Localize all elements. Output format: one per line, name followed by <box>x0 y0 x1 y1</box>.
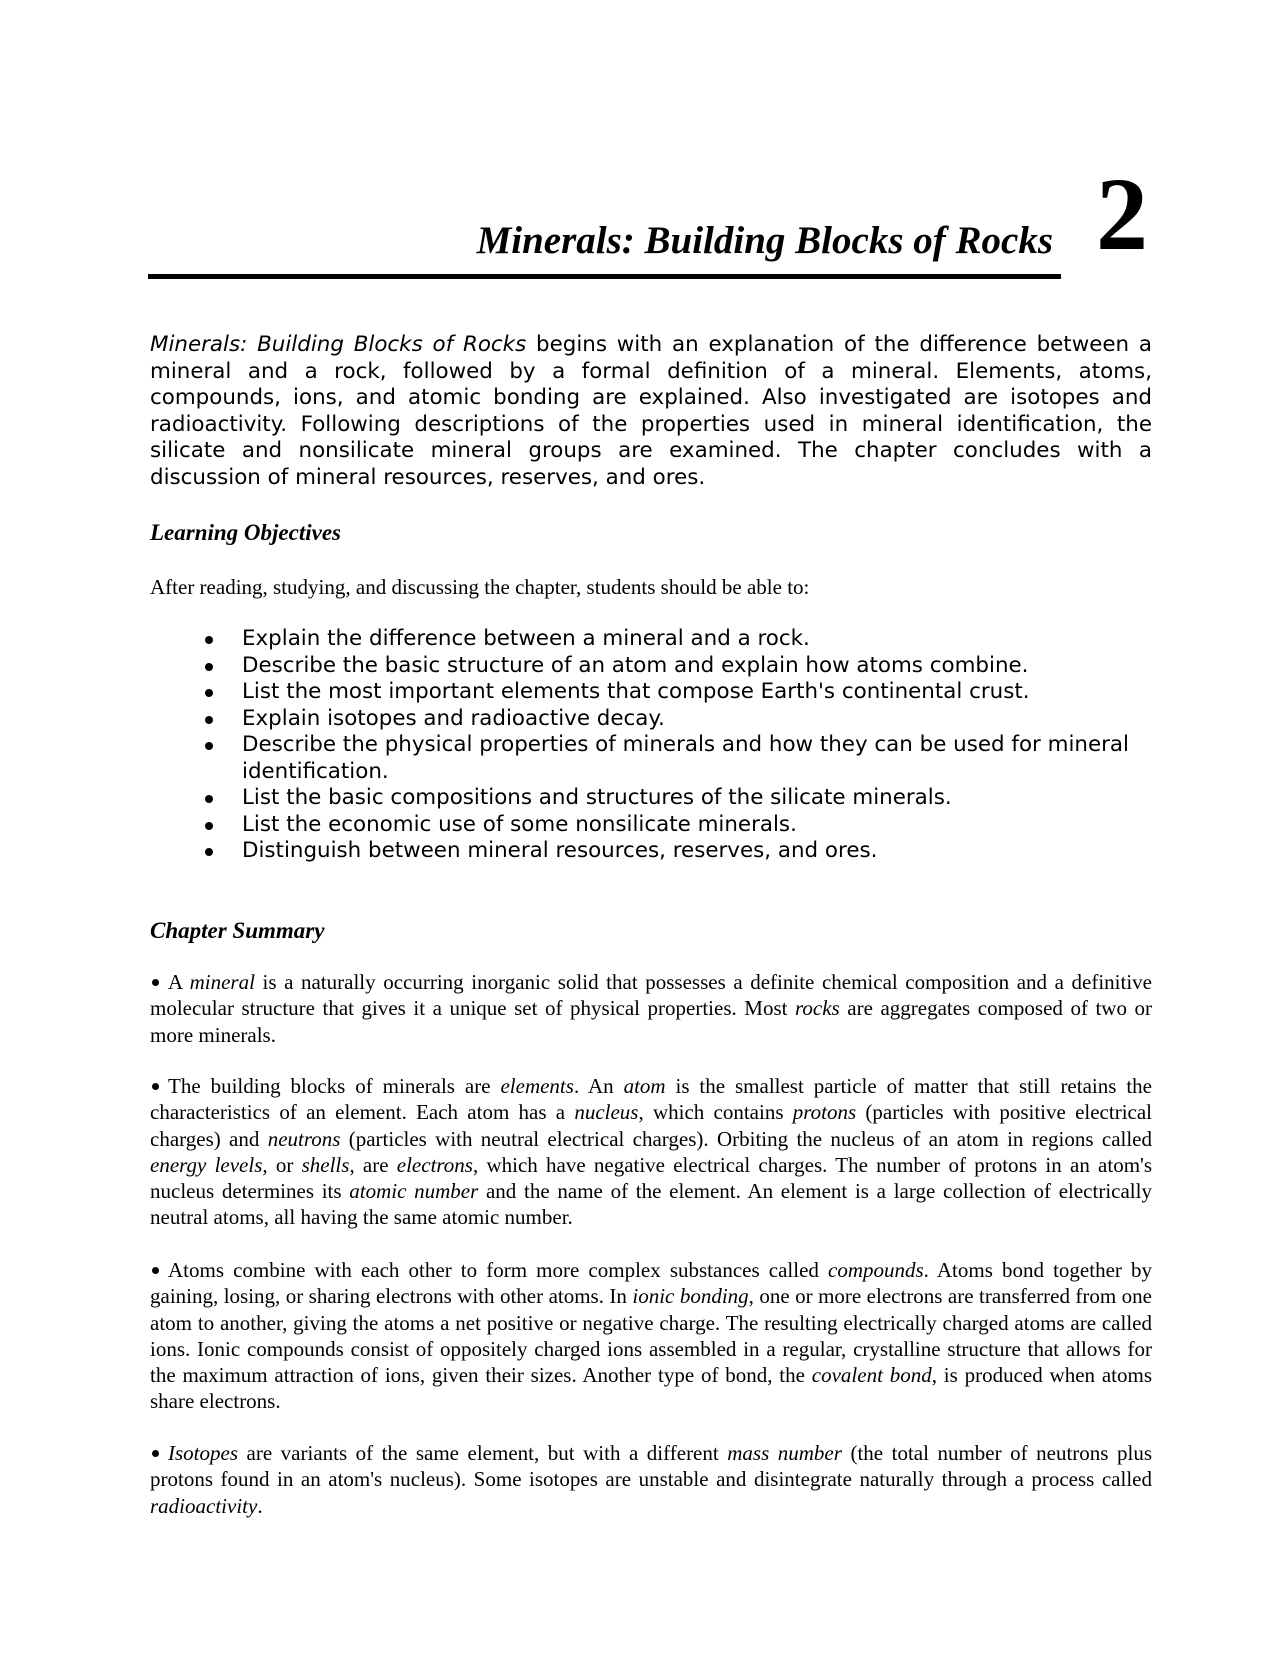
summary-text: are aggregates composed of two or more minerals. <box>150 996 1152 1047</box>
summary-text: A <box>168 970 190 994</box>
chapter-header <box>148 157 1148 290</box>
summary-text: . <box>257 1493 263 1518</box>
emphasized-term: ionic bonding <box>632 1284 749 1309</box>
summary-text: , one or more electrons are transferred from one atom to another, giving the atoms a net positive or negative charge. The resulting electrically charged atoms are called ions. Ionic compounds consist of oppositely charged ions assembled in a regular, crystalline structure that allows for the maximum attraction of ions, given their sizes. Another type of bond, the <box>150 1284 1152 1388</box>
summary-text: and the name of the element. An element is a large collection of electrically neutral atoms, all having the same atomic number. <box>150 1179 1152 1230</box>
summary-text: (the total number of neutrons plus protons found in an atom's nucleus). Some isotopes are unstable and disintegrate naturally through a process called <box>150 1441 1152 1492</box>
objective-item <box>150 812 1152 839</box>
bullet-icon <box>152 1083 159 1090</box>
emphasized-term: compounds <box>828 1258 924 1282</box>
summary-text: . An <box>573 1074 624 1098</box>
summary-text: The building blocks of minerals are <box>168 1074 501 1098</box>
bullet-icon <box>205 822 213 830</box>
emphasized-term: elements <box>500 1074 574 1098</box>
bullet-icon <box>152 979 159 986</box>
learning-objectives-heading: Learning Objectives <box>150 520 341 545</box>
emphasized-term: atomic number <box>349 1179 479 1204</box>
chapter-title-rule <box>148 274 1061 279</box>
objective-text: List the basic compositions and structures of the silicate minerals. <box>242 785 952 810</box>
summary-paragraph <box>150 969 1152 1048</box>
objective-text: List the most important elements that compose Earth's continental crust. <box>242 679 1030 704</box>
emphasized-term: radioactivity <box>150 1493 258 1518</box>
summary-text: is the smallest particle of matter that still retains the characteristics of an element. Each atom has a <box>150 1074 1152 1125</box>
bullet-icon <box>205 663 213 671</box>
emphasized-term: mineral <box>189 970 255 994</box>
objective-item <box>150 626 1152 653</box>
summary-text: , which contains <box>638 1100 793 1125</box>
bullet-icon <box>205 689 213 697</box>
chapter-title: Minerals: Building Blocks of Rocks <box>476 219 1053 262</box>
summary-paragraph <box>150 1073 1152 1231</box>
emphasized-term: shells <box>301 1152 350 1177</box>
summary-text: (particles with neutral electrical charges). Orbiting the nucleus of an atom in regions called <box>340 1126 1153 1151</box>
bullet-icon <box>152 1267 159 1274</box>
objective-item <box>150 653 1152 680</box>
bullet-icon <box>152 1450 159 1457</box>
learning-objectives-list <box>150 626 1152 865</box>
summary-text: , or <box>262 1152 302 1177</box>
emphasized-term: protons <box>792 1100 857 1125</box>
intro-title-reference: Minerals: Building Blocks of Rocks <box>150 332 527 357</box>
objective-text: Explain the difference between a mineral and a rock. <box>242 626 810 651</box>
objective-item <box>150 679 1152 706</box>
bullet-icon <box>205 848 213 856</box>
objective-text: Explain isotopes and radioactive decay. <box>242 705 665 731</box>
bullet-icon <box>205 636 213 644</box>
chapter-number: 2 <box>1096 157 1148 272</box>
bullet-icon <box>205 795 213 803</box>
bullet-icon <box>205 716 213 724</box>
emphasized-term: rocks <box>795 996 840 1021</box>
objective-item <box>150 785 1152 812</box>
objective-text: Describe the physical properties of minerals and how they can be used for mineral identification. <box>242 732 1129 784</box>
chapter-intro-paragraph <box>150 332 1152 492</box>
chapter-summary-heading: Chapter Summary <box>150 918 325 943</box>
emphasized-term: electrons <box>396 1152 473 1177</box>
emphasized-term: covalent bond <box>811 1363 932 1388</box>
summary-text: , which have negative electrical charges. The number of protons in an atom's nucleus determines its <box>150 1152 1152 1204</box>
objective-item <box>150 706 1152 733</box>
learning-objectives-intro: After reading, studying, and discussing the chapter, students should be able to: <box>150 575 810 599</box>
objective-item <box>150 732 1152 785</box>
emphasized-term: neutrons <box>267 1126 341 1151</box>
bullet-icon <box>205 742 213 750</box>
intro-text: begins with an explanation of the difference between a mineral and a rock, followed by a formal definition of a mineral. Elements, atoms, compounds, ions, and atomic bonding are explained. Also investigated are isotopes and radioactivity. Following descriptions of the properties used in mineral identification, the silicate and nonsilicate mineral groups are examined. The chapter concludes with a discussion of mineral resources, reserves, and ores. <box>150 332 1152 490</box>
summary-text: (particles with positive electrical charges) and <box>150 1100 1153 1151</box>
summary-paragraph <box>150 1257 1152 1415</box>
summary-text: , are <box>349 1152 397 1177</box>
summary-text: . Atoms bond together by gaining, losing, or sharing electrons with other atoms. In <box>150 1258 1152 1309</box>
objective-text: Distinguish between mineral resources, reserves, and ores. <box>242 838 878 863</box>
emphasized-term: atom <box>623 1074 666 1098</box>
summary-text: Atoms combine with each other to form more complex substances called <box>168 1258 828 1282</box>
emphasized-term: mass number <box>727 1441 842 1465</box>
emphasized-term: energy levels <box>150 1152 263 1177</box>
summary-paragraph <box>150 1440 1152 1519</box>
summary-text: , is produced when atoms share electrons. <box>150 1363 1153 1414</box>
objective-text: List the economic use of some nonsilicate minerals. <box>242 811 797 837</box>
emphasized-term: nucleus <box>574 1100 639 1125</box>
summary-text: is a naturally occurring inorganic solid that possesses a definite chemical composition and a definitive molecular structure that gives it a unique set of physical properties. Most <box>150 970 1152 1021</box>
objective-item <box>150 838 1152 865</box>
objective-text: Describe the basic structure of an atom and explain how atoms combine. <box>242 652 1029 678</box>
emphasized-term: Isotopes <box>168 1441 238 1465</box>
summary-text: are variants of the same element, but with a different <box>238 1441 728 1465</box>
